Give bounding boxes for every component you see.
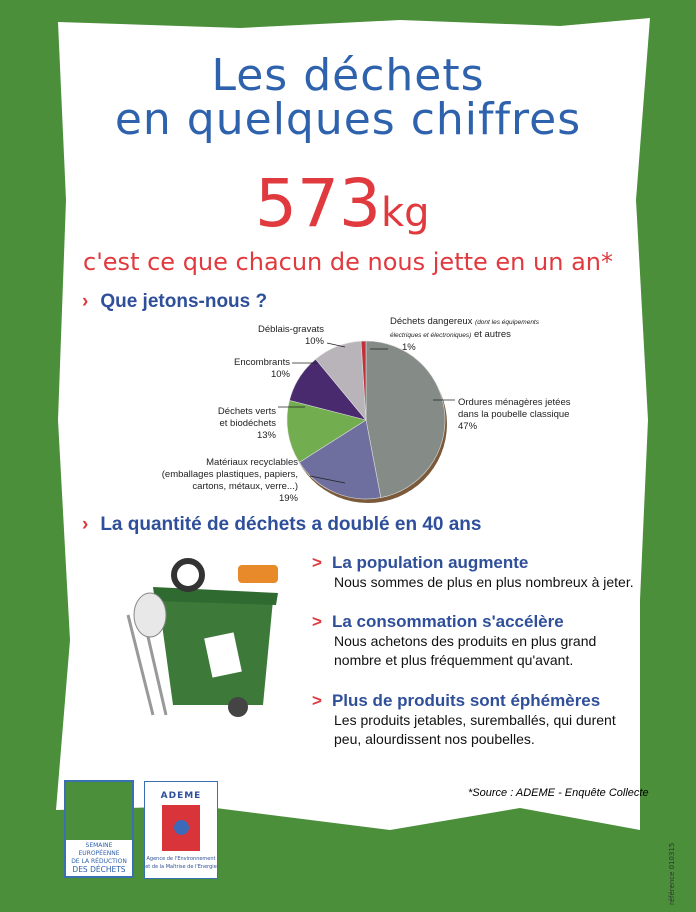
unit: kg bbox=[380, 190, 430, 236]
label-verts: Déchets verts et biodéchets 13% bbox=[217, 406, 276, 441]
marker: › bbox=[82, 514, 89, 535]
reference-code: référence 010315 bbox=[668, 842, 676, 905]
label-recyclables: Matériaux recyclables (emballages plastiques, papiers, cartons, métaux, verre...) 19% bbox=[161, 457, 298, 504]
label-encombrants: Encombrants 10% bbox=[234, 357, 290, 380]
point-title: La population augmente bbox=[331, 553, 529, 572]
point-title: Plus de produits sont éphémères bbox=[331, 691, 601, 710]
globe-icon bbox=[174, 820, 189, 835]
section1-title: Que jetons-nous ? bbox=[100, 291, 268, 312]
ademe-logo: ADEME Agence de l'Environnement et de la Maîtrise de l'Energie bbox=[144, 781, 218, 879]
point-2: > La consommation s'accélère Nous achetons des produits en plus grand nombre et plus fréquemment qu'avant. bbox=[312, 612, 597, 668]
section2-title: La quantité de déchets a doublé en 40 ans bbox=[100, 514, 482, 535]
label-ordures: Ordures ménagères jetées dans la poubelle classique 47% bbox=[458, 397, 571, 432]
point-1: > La population augmente Nous sommes de plus en plus nombreux à jeter. bbox=[312, 553, 634, 590]
number: 573 bbox=[255, 165, 381, 242]
title-line1: Les déchets bbox=[211, 50, 485, 101]
label-deblais: Déblais-gravats 10% bbox=[258, 324, 324, 347]
trash-bin-illustration bbox=[98, 555, 298, 725]
section2-heading bbox=[82, 514, 481, 536]
headline-subtitle: c'est ce que chacun de nous jette en un an* bbox=[83, 248, 613, 276]
point-3: > Plus de produits sont éphémères Les produits jetables, suremballés, qui durent peu, alourdissent nos poubelles. bbox=[312, 691, 616, 747]
source-note: *Source : ADEME - Enquête Collecte bbox=[468, 787, 649, 799]
serd-logo: SEMAINE EUROPÉENNE DE LA RÉDUCTION DES DÉCHETS bbox=[64, 780, 134, 878]
point-title: La consommation s'accélère bbox=[331, 612, 564, 631]
title-line2: en quelques chiffres bbox=[114, 94, 582, 145]
label-dangereux: Déchets dangereux (dont les équipements électriques et électroniques) et autres 1% bbox=[390, 316, 539, 353]
pie-slice bbox=[366, 341, 445, 498]
marker: › bbox=[82, 291, 89, 312]
